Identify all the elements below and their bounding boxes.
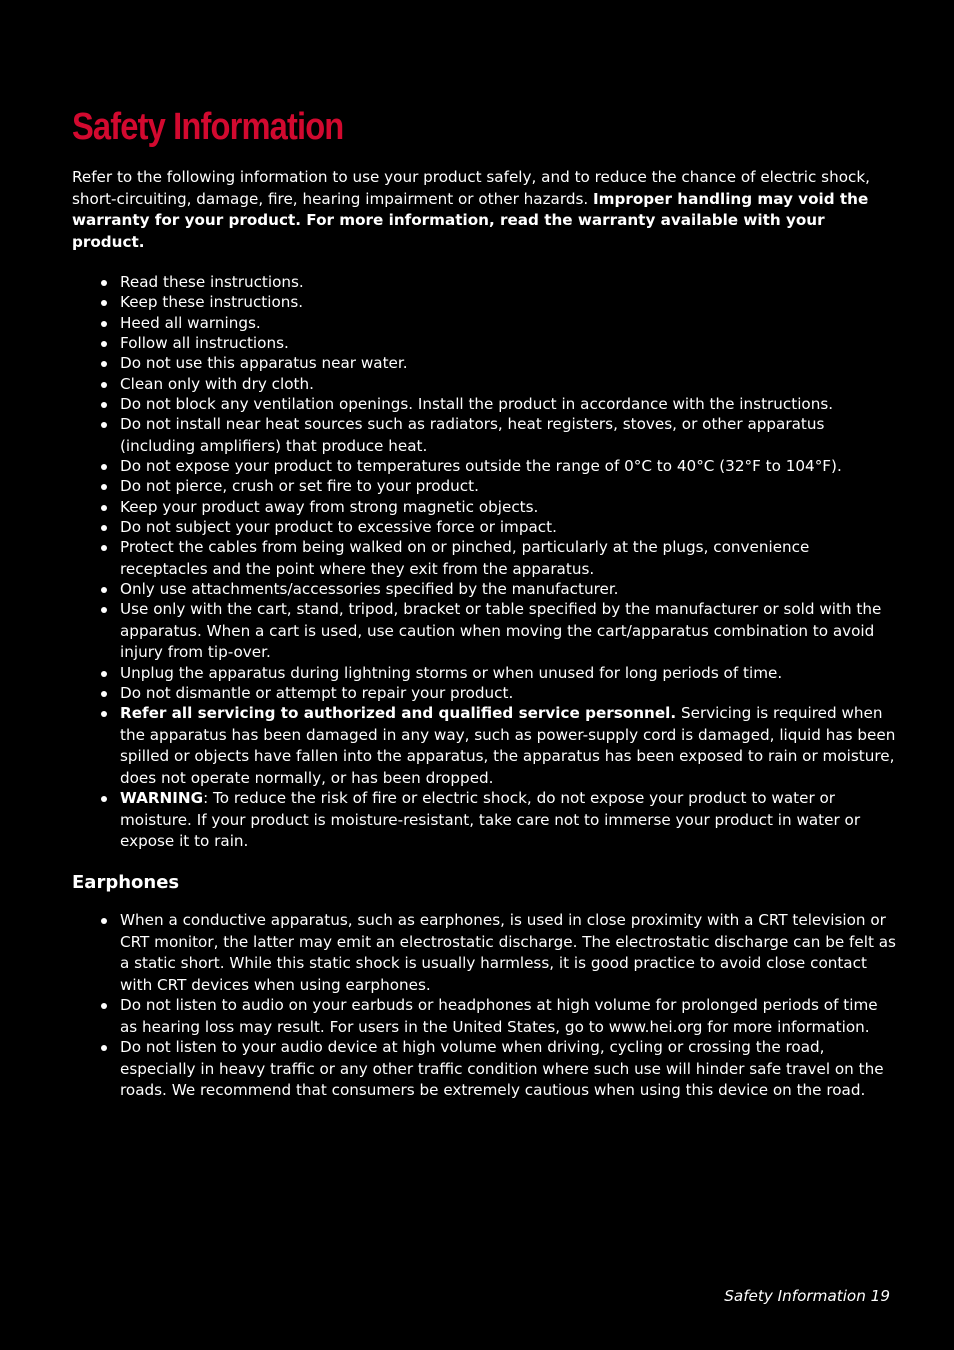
- list-item-text: Heed all warnings.: [120, 313, 261, 332]
- list-item-text: Only use attachments/accessories specified by the manufacturer.: [120, 580, 619, 599]
- earphones-heading: Earphones: [72, 872, 180, 893]
- servicing-text: Servicing is required when the apparatus has been damaged in any way, such as power-supply cord is damaged, liquid has been spilled or objects have fallen into the apparatus, the apparatus has been exposed to rain or moisture, does not operate normally, or has been dropped.: [120, 704, 896, 787]
- intro-text: Refer to the following information to use your product safely, and to reduce the chance of electric shock, short-circuiting, damage, fire, hearing impairment or other hazards.: [72, 168, 870, 208]
- bullet-icon: [101, 382, 107, 388]
- list-item-text: Do not block any ventilation openings. Install the product in accordance with the instructions.: [120, 394, 834, 413]
- list-item: [72, 995, 896, 1038]
- list-item-text: Do not listen to your audio device at high volume when driving, cycling or crossing the road, especially in heavy traffic or any other traffic condition where such use will hinder safe travel on the roads. We recommend that consumers be extremely cautious when using this device on the road.: [120, 1038, 884, 1099]
- list-item-text: Keep these instructions.: [120, 293, 304, 312]
- list-item: [72, 414, 896, 457]
- list-item: [72, 353, 896, 375]
- list-item: [72, 517, 896, 539]
- bullet-icon: [101, 711, 107, 717]
- list-item: [72, 663, 896, 685]
- bullet-icon: [101, 321, 107, 327]
- earphones-list: [72, 910, 896, 1101]
- bullet-icon: [101, 587, 107, 593]
- list-item: [72, 292, 896, 314]
- list-item-text: Keep your product away from strong magnetic objects.: [120, 497, 539, 516]
- bullet-icon: [101, 545, 107, 551]
- list-item-text: Do not install near heat sources such as radiators, heat registers, stoves, or other apparatus (including amplifiers) that produce heat.: [120, 415, 825, 455]
- bullet-icon: [101, 691, 107, 697]
- bullet-icon: [101, 505, 107, 511]
- bullet-icon: [101, 1003, 107, 1009]
- list-item-text: Do not use this apparatus near water.: [120, 354, 408, 373]
- intro-warranty-note: Improper handling may void the warranty for your product. For more information, read the warranty available with your product.: [72, 189, 869, 251]
- list-item: [72, 374, 896, 396]
- list-item-text: Protect the cables from being walked on or pinched, particularly at the plugs, convenience receptacles and the point where they exit from the apparatus.: [120, 538, 810, 578]
- bullet-icon: [101, 1045, 107, 1051]
- warning-text: : To reduce the risk of fire or electric shock, do not expose your product to water or moisture. If your product is moisture-resistant, take care not to immerse your product in water or expose it to rain.: [120, 789, 861, 851]
- bullet-icon: [101, 484, 107, 490]
- list-item-text: Follow all instructions.: [120, 333, 289, 352]
- list-item-text: Clean only with dry cloth.: [120, 374, 314, 393]
- list-item: [72, 579, 896, 601]
- list-item: [72, 476, 896, 498]
- list-item: [72, 272, 896, 294]
- list-item-text: Unplug the apparatus during lightning storms or when unused for long periods of time.: [120, 663, 783, 682]
- list-item-warning: [72, 788, 896, 853]
- page-footer: Safety Information 19: [724, 1287, 890, 1305]
- list-item-servicing: [72, 703, 896, 789]
- list-item-text: Do not dismantle or attempt to repair your product.: [120, 684, 514, 702]
- list-item-text: Do not subject your product to excessive force or impact.: [120, 517, 557, 536]
- bullet-icon: [101, 525, 107, 531]
- warning-label: WARNING: [120, 789, 204, 808]
- bullet-icon: [101, 607, 107, 613]
- list-item: [72, 910, 896, 996]
- bullet-icon: [101, 402, 107, 408]
- intro-paragraph: [72, 167, 872, 253]
- bullet-icon: [101, 300, 107, 306]
- list-item-text: When a conductive apparatus, such as earphones, is used in close proximity with a CRT television or CRT monitor, the latter may emit an electrostatic discharge. The electrostatic discharge can be felt as a static short. While this static shock is usually harmless, it is good practice to avoid close contact with CRT devices when using earphones.: [120, 911, 896, 994]
- bullet-icon: [101, 341, 107, 347]
- list-item: [72, 683, 896, 705]
- servicing-bold-text: Refer all servicing to authorized and qualified service personnel.: [120, 704, 677, 723]
- safety-instructions-list: [72, 272, 896, 851]
- list-item: [72, 497, 896, 519]
- list-item-text: Do not expose your product to temperatures outside the range of 0°C to 40°C (32°F to 104°F).: [120, 457, 842, 475]
- bullet-icon: [101, 796, 107, 802]
- bullet-icon: [101, 361, 107, 367]
- bullet-icon: [101, 280, 107, 286]
- list-item: [72, 1037, 896, 1102]
- list-item: [72, 333, 896, 355]
- bullet-icon: [101, 671, 107, 677]
- list-item: [72, 599, 896, 664]
- list-item-text: Use only with the cart, stand, tripod, bracket or table specified by the manufacturer or sold with the apparatus. When a cart is used, use caution when moving the cart/apparatus combination to avoid injury from tip-over.: [120, 600, 882, 662]
- list-item: [72, 313, 896, 335]
- page-title: Safety Information: [72, 106, 344, 148]
- list-item-text: Do not pierce, crush or set fire to your product.: [120, 477, 479, 496]
- bullet-icon: [101, 918, 107, 924]
- list-item-text: Read these instructions.: [120, 273, 304, 291]
- list-item: [72, 537, 896, 580]
- bullet-icon: [101, 464, 107, 470]
- list-item-text: Do not listen to audio on your earbuds or headphones at high volume for prolonged periods of time as hearing loss may result. For users in the United States, go to www.hei.org for more information.: [120, 996, 878, 1036]
- bullet-icon: [101, 422, 107, 428]
- list-item: [72, 394, 896, 416]
- list-item: [72, 456, 896, 478]
